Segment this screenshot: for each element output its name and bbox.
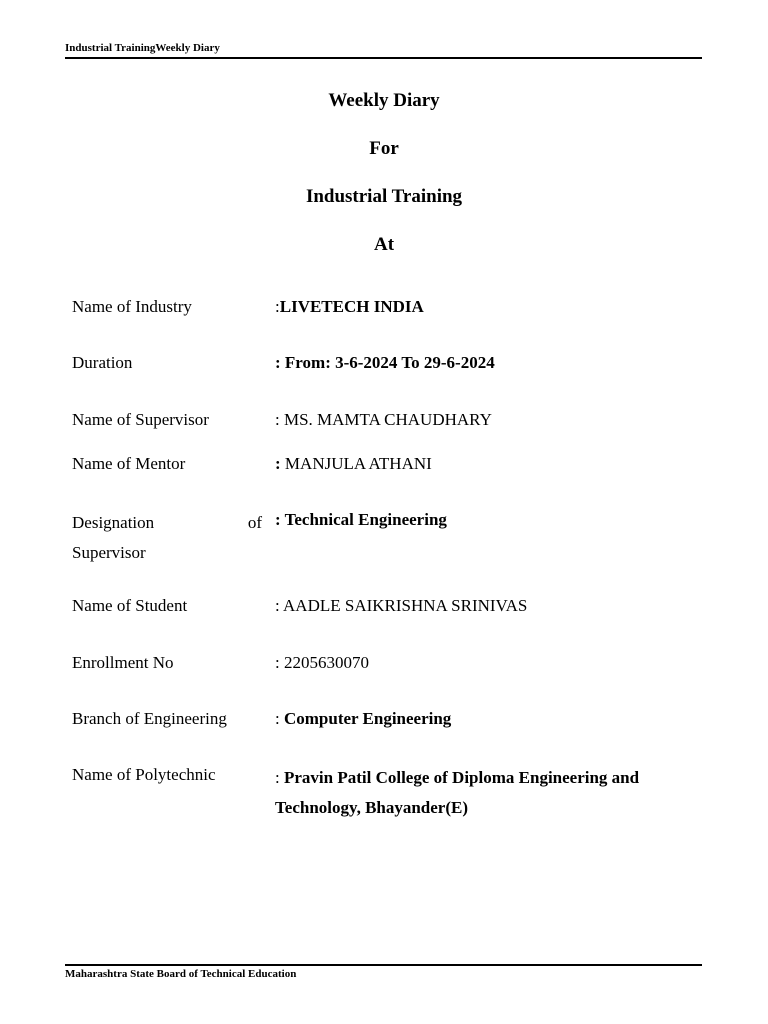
student-value: : AADLE SAIKRISHNA SRINIVAS [275, 596, 528, 615]
supervisor-label: Name of Supervisor [72, 410, 209, 429]
polytechnic-value-row [275, 763, 695, 823]
designation-label-supervisor: Supervisor [72, 543, 146, 562]
designation-value: : Technical Engineering [275, 510, 447, 529]
page-header: Industrial TrainingWeekly Diary [65, 42, 702, 59]
duration-label: Duration [72, 353, 133, 372]
supervisor-value: : MS. MAMTA CHAUDHARY [275, 410, 492, 429]
designation-label-word: Designation [72, 513, 155, 532]
branch-value: Computer Engineering [283, 709, 452, 728]
enrollment-value: : 2205630070 [275, 653, 369, 672]
enrollment-label: Enrollment No [72, 653, 174, 672]
industry-separator: : [275, 297, 280, 316]
industry-label: Name of Industry [72, 297, 192, 316]
polytechnic-separator: : [275, 768, 284, 787]
mentor-value: MANJULA ATHANI [280, 454, 432, 473]
polytechnic-value: Pravin Patil College of Diploma Engineering and Technology, Bhayander(E) [275, 768, 640, 817]
polytechnic-label: Name of Polytechnic [72, 765, 216, 784]
title-for: For [369, 138, 399, 159]
student-label: Name of Student [72, 596, 188, 615]
industry-value: LIVETECH INDIA [279, 297, 424, 316]
designation-label [72, 508, 262, 568]
title-at: At [373, 234, 395, 255]
title-weekly-diary: Weekly Diary [328, 90, 440, 111]
mentor-separator: : [275, 454, 281, 473]
branch-value-row [275, 709, 451, 729]
industry-value-row [275, 297, 424, 317]
branch-label: Branch of Engineering [72, 709, 227, 728]
page-footer: Maharashtra State Board of Technical Education [65, 964, 702, 980]
mentor-label: Name of Mentor [72, 454, 186, 473]
duration-value: : From: 3-6-2024 To 29-6-2024 [275, 353, 495, 372]
mentor-value-row [275, 454, 432, 474]
designation-label-of: of [247, 513, 262, 532]
title-industrial-training: Industrial Training [305, 186, 463, 207]
branch-separator: : [275, 709, 284, 728]
